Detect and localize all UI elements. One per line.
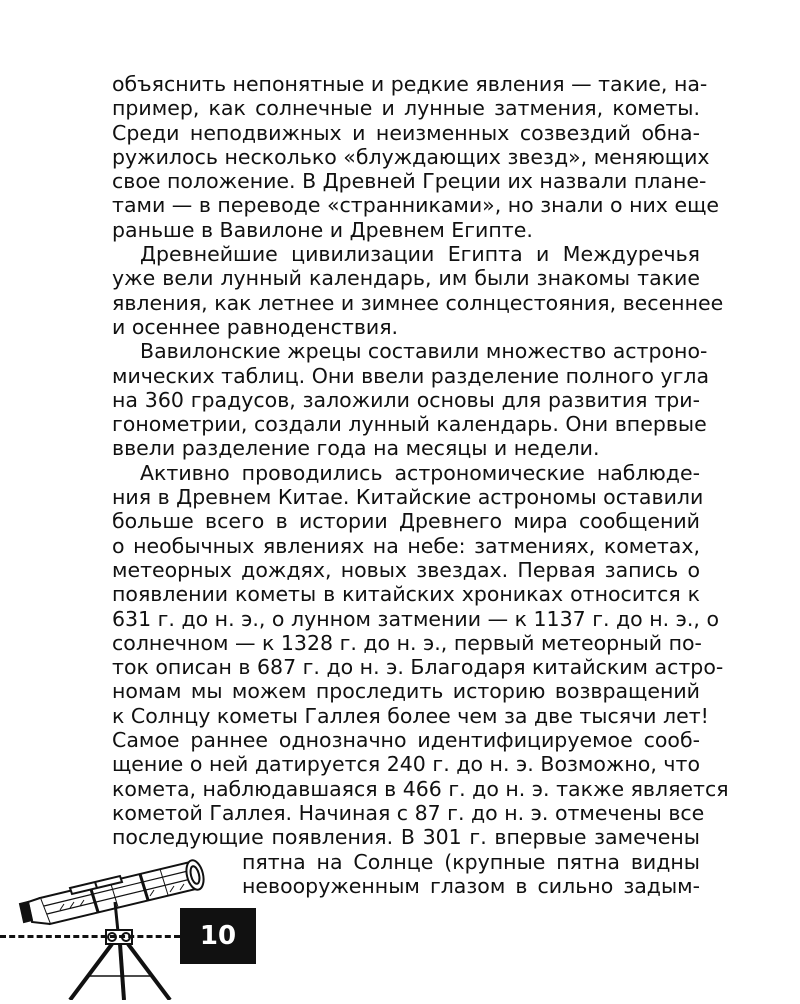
text-line: мических таблиц. Они ввели разделение полного угла [112,363,710,388]
text-line: Самое раннее однозначно идентифицируемое сооб- [112,728,700,753]
text-line: щение о ней датируется 240 г. до н. э. Возможно, что [112,752,700,777]
text-line: ввели разделение года на месяцы и недели. [112,436,600,461]
text-line: солнечном — к 1328 г. до н. э., первый метеорный по- [112,630,702,655]
paragraph-3 [112,339,710,461]
text-line: Древнейшие цивилизации Египта и Междуречья [140,242,700,267]
text-line: последующие появления. В 301 г. впервые замечены [112,825,700,850]
text-line: явления, как летнее и зимнее солнцестояния, весеннее [112,290,724,315]
text-line: номам мы можем проследить историю возвращений [112,679,700,704]
text-line: кометой Галлея. Начиная с 87 г. до н. э. отмечены все [112,800,705,825]
text-line: ния в Древнем Китае. Китайские астрономы оставили [112,485,704,510]
text-line: тами — в переводе «странниками», но знали о них еще [112,193,719,218]
text-line: к Солнцу кометы Галлея более чем за две тысячи лет! [112,703,709,728]
text-line: Вавилонские жрецы составили множество астроно- [140,339,708,364]
text-line: Активно проводились астрономические наблюде- [140,460,700,485]
page-footer-rule [0,935,180,938]
text-line: метеорных дождях, новых звездах. Первая запись о [112,557,700,582]
paragraph-1 [112,72,719,242]
paragraph-4 [112,460,729,898]
page-number: 10 [199,921,237,951]
text-line: пример, как солнечные и лунные затмения, кометы. [112,96,700,121]
text-line: уже вели лунный календарь, им были знакомы такие [112,266,700,291]
text-line: появлении кометы в китайских хрониках относится к [112,582,700,607]
paragraph-2 [112,242,724,339]
text-line: и осеннее равноденствия. [112,314,399,339]
text-line: объяснить непонятные и редкие явления — такие, на- [112,72,708,96]
text-line: свое положение. В Древней Греции их назвали плане- [112,169,707,194]
text-line: гонометрии, создали лунный календарь. Они впервые [112,412,707,437]
text-line: о необычных явлениях на небе: затмениях, кометах, [112,533,700,558]
text-line: раньше в Вавилоне и Древнем Египте. [112,217,533,242]
text-line: ружилось несколько «блуждающих звезд», меняющих [112,144,710,169]
text-line: пятна на Солнце (крупные пятна видны [242,849,700,874]
text-line: больше всего в истории Древнего мира сообщений [112,509,700,534]
page-body-text [112,72,729,898]
text-line: комета, наблюдавшаяся в 466 г. до н. э. также является [112,776,729,801]
page-number-box [180,908,256,964]
text-line: Среди неподвижных и неизменных созвездий обна- [112,120,700,145]
text-line: ток описан в 687 г. до н. э. Благодаря китайским астро- [112,655,724,680]
text-line: невооруженным глазом в сильно задым- [242,873,700,898]
text-line: на 360 градусов, заложили основы для развития три- [112,387,700,412]
text-line: 631 г. до н. э., о лунном затмении — к 1137 г. до н. э., о [112,606,720,631]
